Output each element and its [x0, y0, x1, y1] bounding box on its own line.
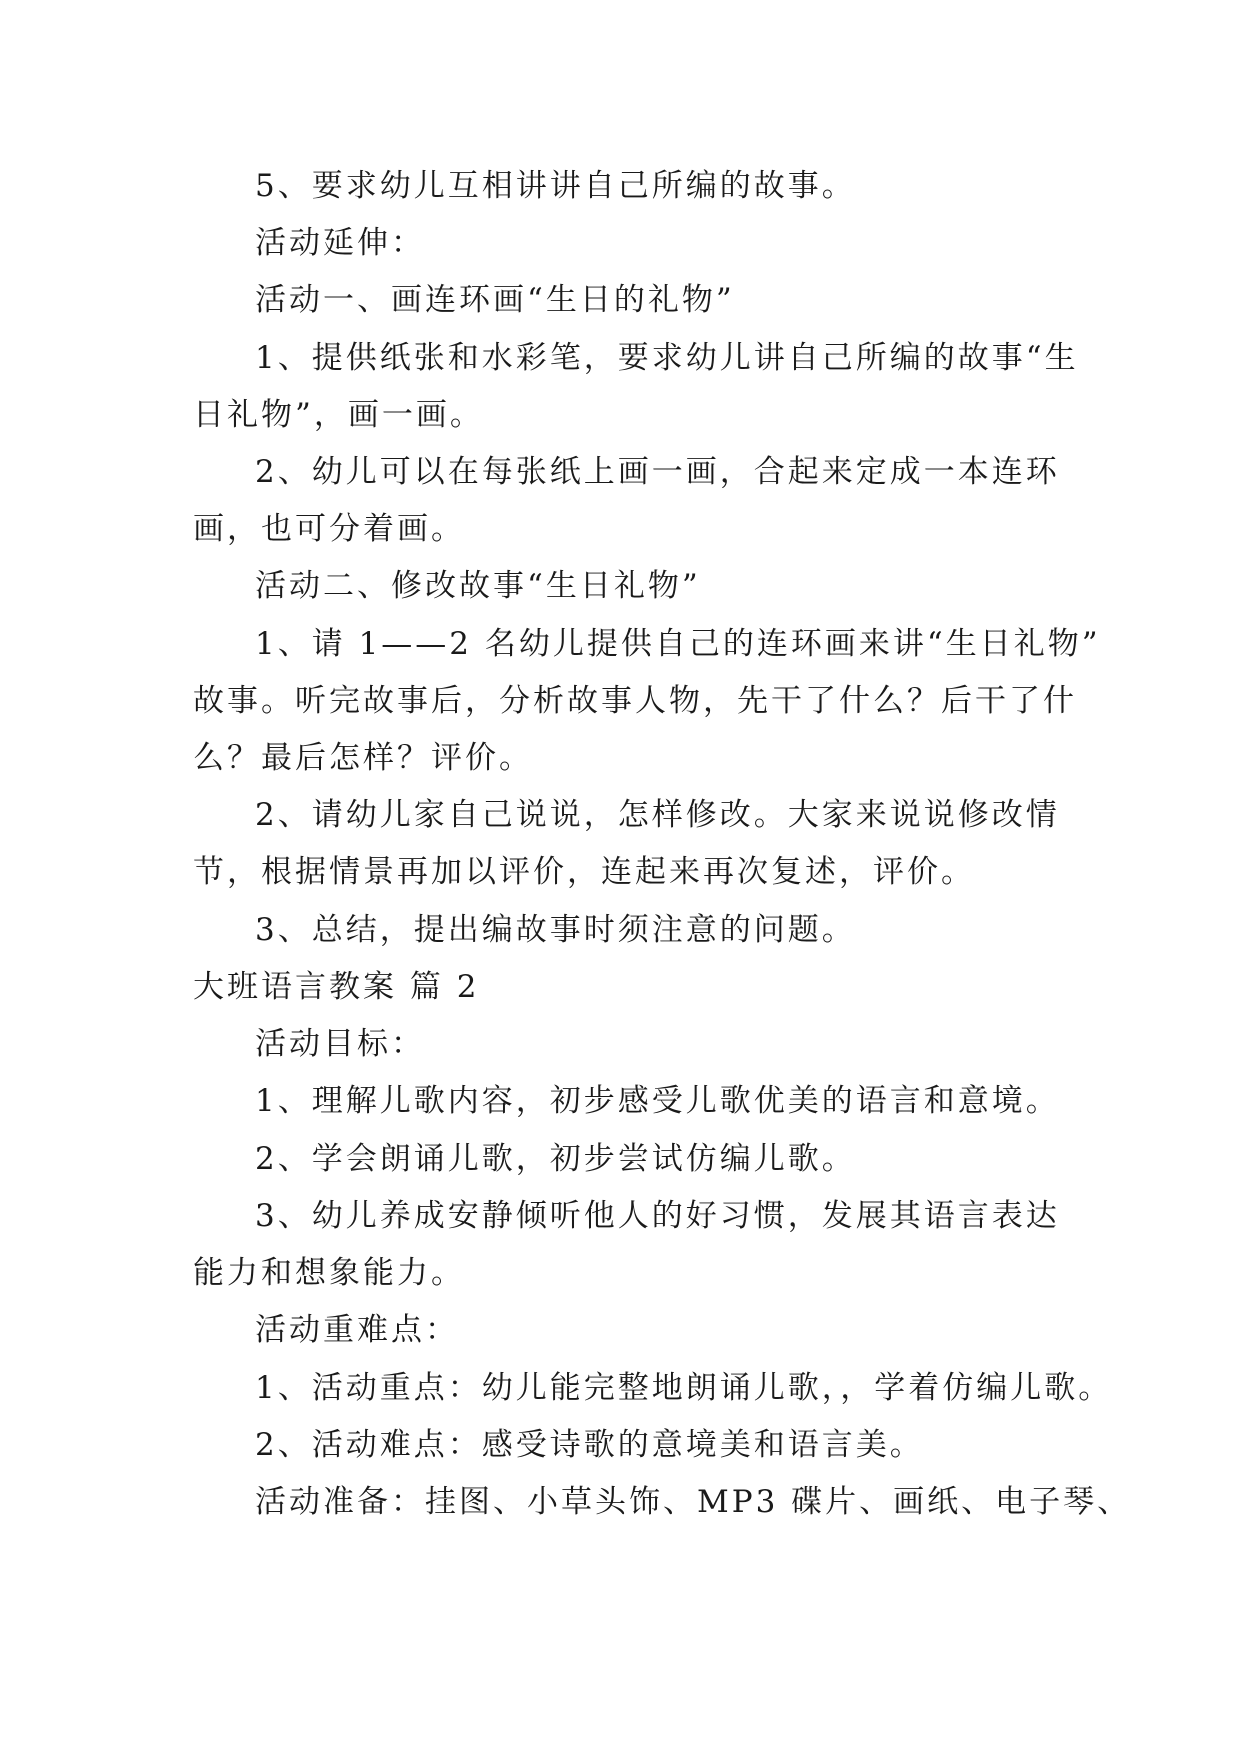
objectives-heading: 活动目标： — [255, 1026, 425, 1062]
section-heading: 大班语言教案 篇 2 — [193, 969, 480, 1005]
activity-extension-heading: 活动延伸： — [255, 225, 425, 261]
paragraph-line: 故事。听完故事后，分析故事人物，先干了什么？后干了什 — [193, 683, 1077, 719]
paragraph-line: 1、提供纸张和水彩笔，要求幼儿讲自己所编的故事“生 — [255, 340, 1079, 376]
step-5-text: 5、要求幼儿互相讲讲自己所编的故事。 — [255, 168, 856, 204]
paragraph-line: 2、活动难点：感受诗歌的意境美和语言美。 — [255, 1427, 924, 1463]
paragraph-line: 能力和想象能力。 — [193, 1255, 465, 1291]
paragraph-line: 3、幼儿养成安静倾听他人的好习惯，发展其语言表达 — [255, 1198, 1060, 1234]
preparation-line: 活动准备：挂图、小草头饰、MP3 碟片、画纸、电子琴、 — [255, 1484, 1132, 1520]
paragraph-line: 画，也可分着画。 — [193, 511, 465, 547]
paragraph-line: 2、幼儿可以在每张纸上画一画，合起来定成一本连环 — [255, 454, 1060, 490]
paragraph-line: 日礼物”，画一画。 — [193, 397, 484, 433]
paragraph-line: 节，根据情景再加以评价，连起来再次复述，评价。 — [193, 854, 975, 890]
paragraph-line: 3、总结，提出编故事时须注意的问题。 — [255, 912, 856, 948]
paragraph-line: 1、活动重点：幼儿能完整地朗诵儿歌，，学着仿编儿歌。 — [255, 1370, 1113, 1406]
paragraph-line: 2、请幼儿家自己说说，怎样修改。大家来说说修改情 — [255, 797, 1060, 833]
paragraph-line: 么？最后怎样？评价。 — [193, 740, 533, 776]
activity-one-heading: 活动一、画连环画“生日的礼物” — [255, 282, 735, 318]
paragraph-line: 2、学会朗诵儿歌，初步尝试仿编儿歌。 — [255, 1141, 856, 1177]
key-points-heading: 活动重难点： — [255, 1312, 459, 1348]
activity-two-heading: 活动二、修改故事“生日礼物” — [255, 568, 701, 604]
paragraph-line: 1、请 1——2 名幼儿提供自己的连环画来讲“生日礼物” — [255, 626, 1101, 662]
paragraph-line: 1、理解儿歌内容，初步感受儿歌优美的语言和意境。 — [255, 1083, 1060, 1119]
